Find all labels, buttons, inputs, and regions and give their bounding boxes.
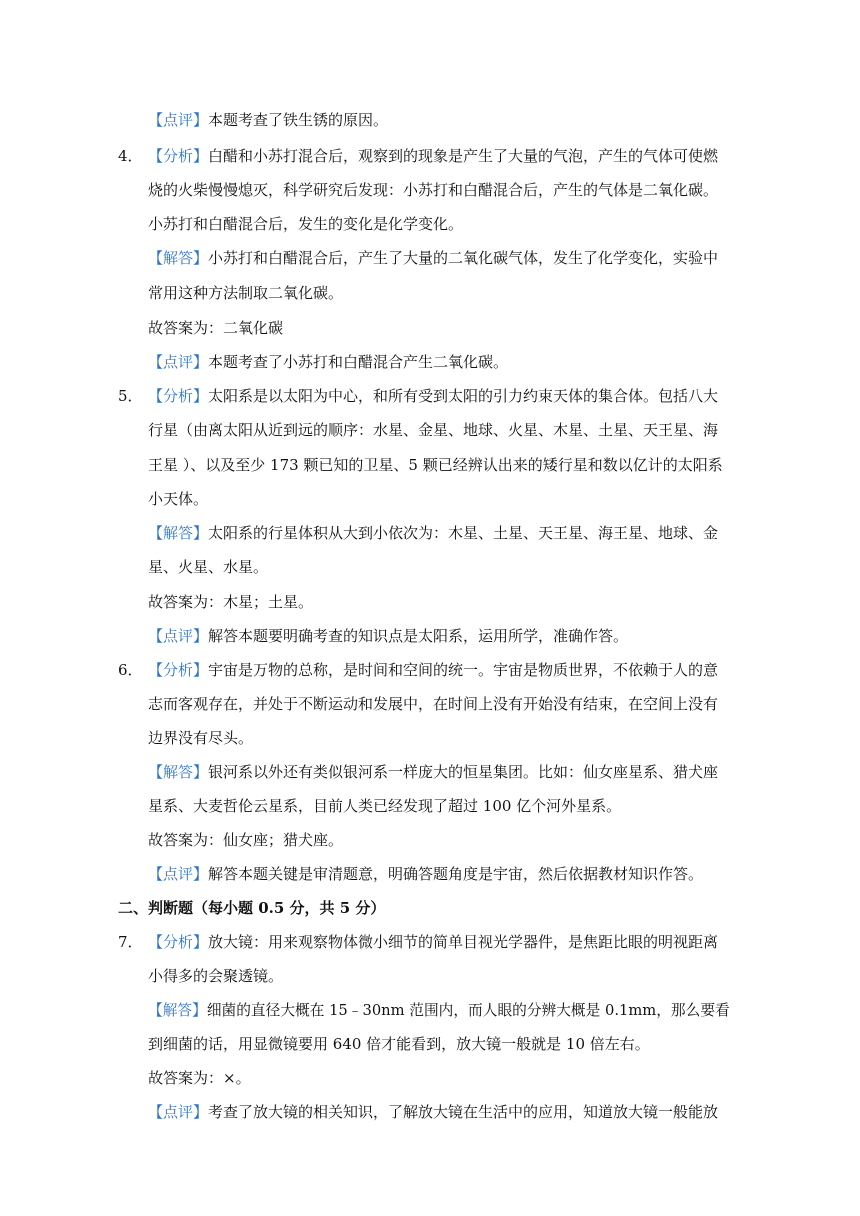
- q5-number: 5．: [118, 387, 143, 405]
- q5-fenxi-line-2: 行星（由离太阳从近到远的顺序：水星、金星、地球、火星、木星、土星、天王星、海: [148, 421, 719, 439]
- q7-jieda-line-2: 到细菌的话，用显微镜要用 640 倍才能看到，放大镜一般就是 10 倍左右。: [148, 1035, 650, 1053]
- q6-dianping-line: 【点评】解答本题关键是审清题意，明确答题角度是宇宙，然后依据教材知识作答。: [148, 865, 704, 883]
- q7-number: 7．: [118, 933, 143, 951]
- fenxi-tag: 【分析】: [148, 147, 209, 165]
- q5-jieda-line-2: 星、火星、水星。: [148, 558, 269, 576]
- q4-number: 4．: [118, 147, 143, 165]
- q4-answer: 故答案为：二氧化碳: [148, 319, 284, 337]
- section-heading-judgement: 二、判断题（每小题 0.5 分，共 5 分）: [118, 899, 386, 917]
- q5-fenxi-line-3: 王星 ）、以及至少 173 颗已知的卫星、5 颗已经辨认出来的矮行星和数以亿计的太阳系: [148, 456, 723, 474]
- fenxi-tag: 【分析】: [148, 387, 209, 405]
- q5-answer: 故答案为：木星；土星。: [148, 593, 314, 611]
- dianping-tag: 【点评】: [148, 627, 209, 645]
- q4-jieda-line-2: 常用这种方法制取二氧化碳。: [148, 284, 344, 302]
- fenxi-tag: 【分析】: [148, 661, 209, 679]
- q7-answer: 故答案为：×。: [148, 1069, 251, 1087]
- q3-dianping-line: [148, 110, 388, 130]
- dianping-tag: 【点评】: [148, 111, 209, 129]
- q7-dianping-line: 【点评】考查了放大镜的相关知识，了解放大镜在生活中的应用，知道放大镜一般能放: [148, 1103, 719, 1121]
- q6-fenxi-line-1: 【分析】宇宙是万物的总称，是时间和空间的统一。宇宙是物质世界，不依赖于人的意: [148, 661, 719, 679]
- q4-fenxi-line-3: 小苏打和白醋混合后，发生的变化是化学变化。: [148, 215, 464, 233]
- jieda-tag: 【解答】: [148, 763, 209, 781]
- q6-jieda-line-2: 星系、大麦哲伦云星系，目前人类已经发现了超过 100 亿个河外星系。: [148, 797, 622, 815]
- jieda-tag: 【解答】: [148, 1001, 207, 1019]
- q4-dianping-line: 【点评】本题考查了小苏打和白醋混合产生二氧化碳。: [148, 353, 509, 371]
- q6-answer: 故答案为：仙女座；猎犬座。: [148, 831, 344, 849]
- q7-fenxi-line-1: 【分析】放大镜：用来观察物体微小细节的简单目视光学器件，是焦距比眼的明视距离: [148, 933, 719, 951]
- q4-fenxi-line-1: 【分析】白醋和小苏打混合后，观察到的现象是产生了大量的气泡，产生的气体可使燃: [148, 147, 719, 165]
- q7-fenxi-line-2: 小得多的会聚透镜。: [148, 967, 284, 985]
- q6-number: 6．: [118, 661, 143, 679]
- q4-fenxi-line-2: 烧的火柴慢慢熄灭，科学研究后发现：小苏打和白醋混合后，产生的气体是二氧化碳。: [148, 181, 719, 199]
- q3-dianping-text: 本题考查了铁生锈的原因。: [208, 111, 389, 129]
- q5-dianping-line: 【点评】解答本题要明确考查的知识点是太阳系，运用所学，准确作答。: [148, 627, 629, 645]
- dianping-tag: 【点评】: [148, 1103, 209, 1121]
- jieda-tag: 【解答】: [148, 249, 209, 267]
- q6-fenxi-line-2: 志而客观存在，并处于不断运动和发展中，在时间上没有开始没有结束，在空间上没有: [148, 695, 719, 713]
- q5-jieda-line-1: 【解答】太阳系的行星体积从大到小依次为：木星、土星、天王星、海王星、地球、金: [148, 524, 719, 542]
- fenxi-tag: 【分析】: [148, 933, 209, 951]
- q4-jieda-line-1: 【解答】小苏打和白醋混合后，产生了大量的二氧化碳气体，发生了化学变化，实验中: [148, 249, 719, 267]
- q6-fenxi-line-3: 边界没有尽头。: [148, 729, 254, 747]
- dianping-tag: 【点评】: [148, 865, 209, 883]
- q5-fenxi-line-1: 【分析】太阳系是以太阳为中心，和所有受到太阳的引力约束天体的集合体。包括八大: [148, 387, 719, 405]
- q5-fenxi-line-4: 小天体。: [148, 490, 209, 508]
- q6-jieda-line-1: 【解答】银河系以外还有类似银河系一样庞大的恒星集团。比如：仙女座星系、猎犬座: [148, 763, 719, 781]
- dianping-tag: 【点评】: [148, 353, 209, 371]
- jieda-tag: 【解答】: [148, 524, 209, 542]
- q7-jieda-line-1: 【解答】细菌的直径大概在 15﹣30nm 范围内，而人眼的分辨大概是 0.1mm，那么要看: [148, 1001, 730, 1019]
